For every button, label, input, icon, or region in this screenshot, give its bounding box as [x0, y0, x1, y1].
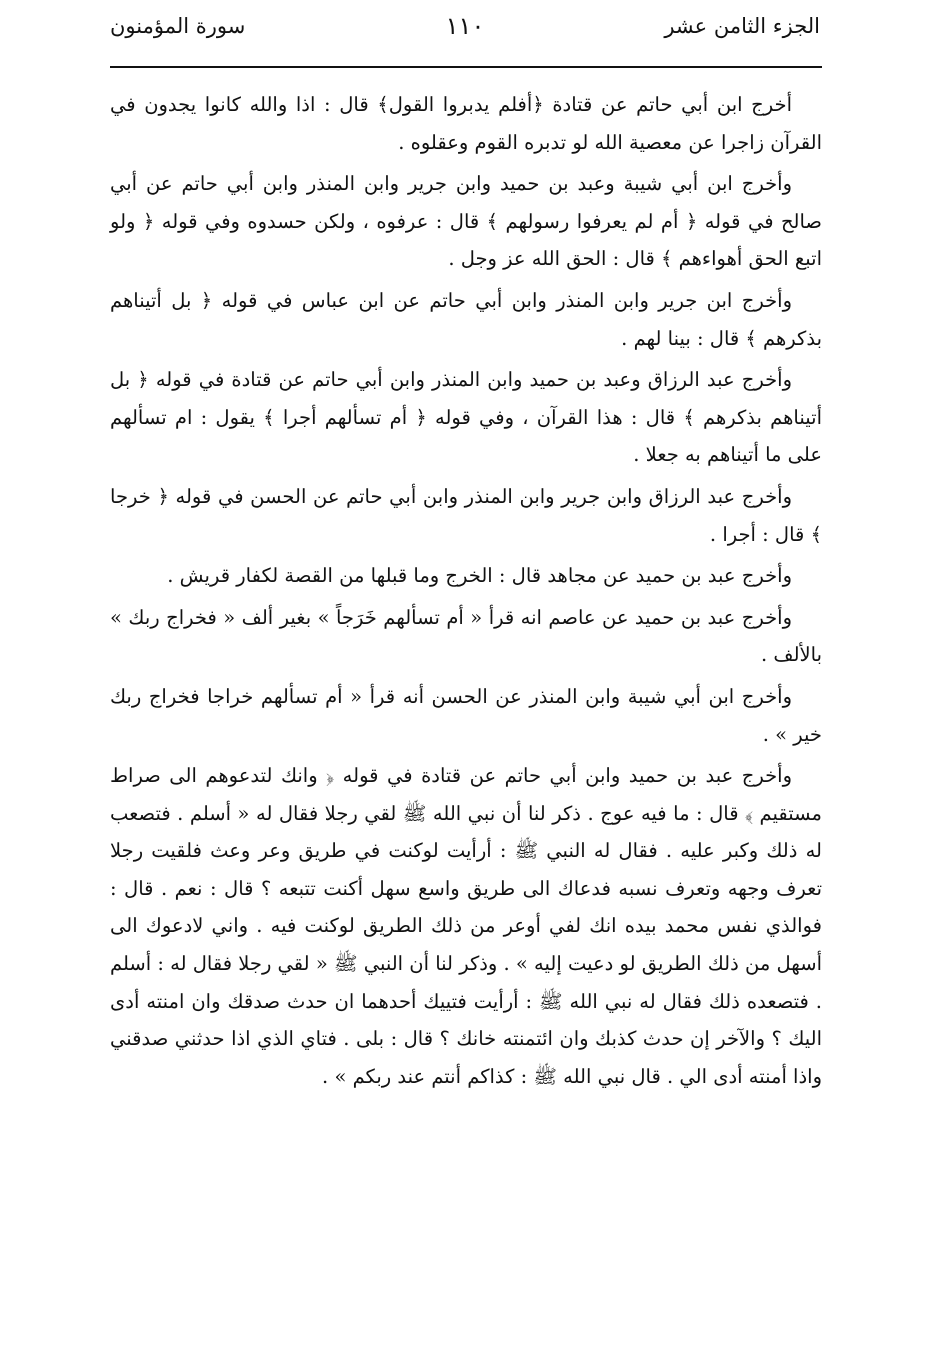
surah-title: سورة المؤمنون: [110, 14, 246, 38]
paragraph: وأخرج عبد الرزاق وابن جرير وابن المنذر وابن أبي حاتم عن الحسن في قوله ﴿ خرجا ﴾ قال : أجرا .: [110, 484, 822, 546]
paragraph: وأخرج ابن أبي شيبة وابن المنذر عن الحسن أنه قرأ « أم تسألهم خراجا فخراج ربك خير » .: [110, 684, 822, 746]
paragraph: وأخرج عبد بن حميد عن عاصم انه قرأ « أم تسألهم خَرَجاً » بغير ألف « فخراج ربك » بالألف .: [110, 605, 822, 667]
page-number: ١١٠: [445, 12, 485, 40]
header-divider: [110, 66, 822, 68]
paragraph: وأخرج عبد بن حميد وابن أبي حاتم عن قتادة في قوله ﴿ وانك لتدعوهم الى صراط مستقيم ﴾ قال : ما فيه عوج . ذكر لنا أن نبي الله ﷺ لقي رجلا فقال له « أسلم . فتصعب له ذلك وكبر عليه . فقال له النبي ﷺ : أرأيت لوكنت في طريق وعر وعث فلقيت رجلا تعرف وجهه وتعرف نسبه فدعاك الى طريق واسع سهل أكنت تتبعه ؟ قال : نعم . قال : فوالذي نفس محمد بيده انك لفي أوعر من ذلك الطريق لوكنت فيه . واني لادعوك الى أسهل من ذلك الطريق لو دعيت إليه » . وذكر لنا أن النبي ﷺ « لقي رجلا فقال له : أسلم . فتصعده ذلك فقال له نبي الله ﷺ : أرأيت فتييك أحدهما ان حدث صدقك وان امنته أدى اليك ؟ والآخر إن حدث كذبك وان ائتمنته خانك ؟ قال : بلى . فتاي الذي اذا حدثني صدقني واذا أمنته أدى الي . قال نبي الله ﷺ : كذاكم أنتم عند ربكم » .: [110, 764, 822, 1088]
body-text: [110, 86, 822, 1095]
page-header: [110, 10, 820, 60]
part-title: الجزء الثامن عشر: [664, 14, 820, 38]
paragraph: وأخرج عبد الرزاق وعبد بن حميد وابن المنذر وابن أبي حاتم عن قتادة في قوله ﴿ بل أتيناهم بذكرهم ﴾ قال : هذا القرآن ، وفي قوله ﴿ أم تسألهم أجرا ﴾ يقول : ام تسألهم على ما أتيناهم به جعلا .: [110, 368, 822, 467]
paragraph: أخرج ابن أبي حاتم عن قتادة ﴿أفلم يدبروا القول﴾ قال : اذا والله كانوا يجدون في القرآن زاجرا عن معصية الله لو تدبره القوم وعقلوه .: [110, 93, 822, 154]
paragraph: وأخرج ابن جرير وابن المنذر وابن أبي حاتم عن ابن عباس في قوله ﴿ بل أتيناهم بذكرهم ﴾ قال : بينا لهم .: [110, 288, 822, 350]
paragraph: وأخرج عبد بن حميد عن مجاهد قال : الخرج وما قبلها من القصة لكفار قريش .: [167, 564, 792, 588]
paragraph: وأخرج ابن أبي شيبة وعبد بن حميد وابن جرير وابن المنذر وابن أبي حاتم عن أبي صالح في قوله ﴿ أم لم يعرفوا رسولهم ﴾ قال : عرفوه ، ولكن حسدوه وفي قوله ﴿ ولو اتبع الحق أهواءهم ﴾ قال : الحق الله عز وجل .: [110, 172, 822, 271]
